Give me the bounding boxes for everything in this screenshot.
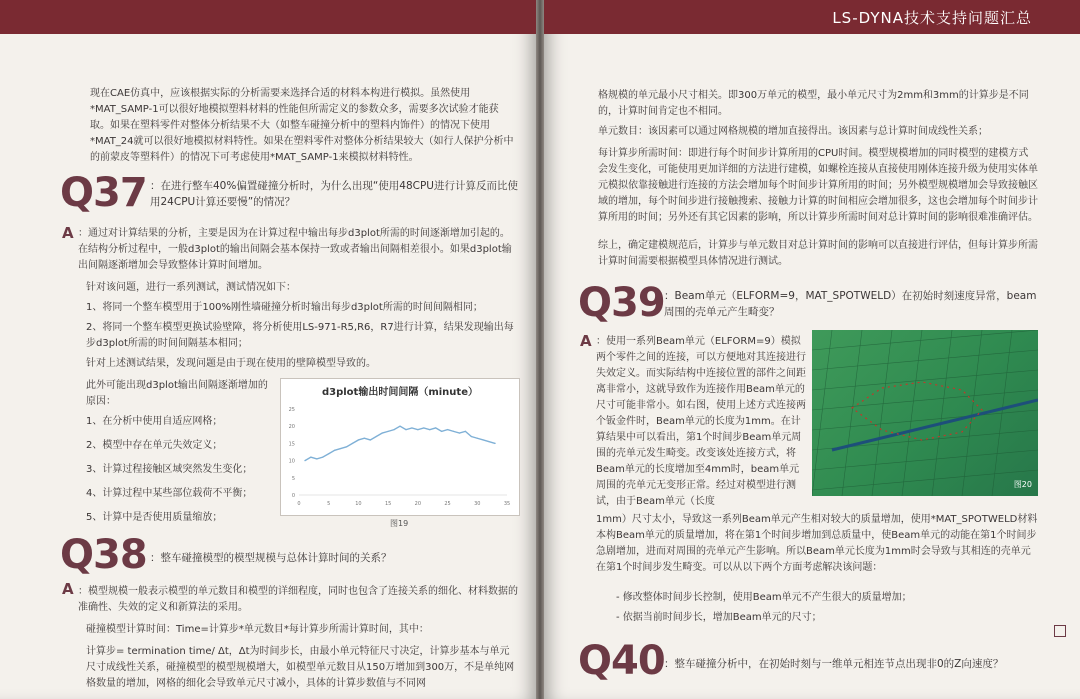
- q39-bullet-1: - 修改整体时间步长控制，使用Beam单元不产生很大的质量增加；: [616, 592, 912, 603]
- header-band: [544, 0, 1080, 34]
- q37-number: Q37: [60, 170, 147, 216]
- q38-formula: 碰撞模型计算时间：Time=计算步*单元数目*每计算步所需计算时间，其中：: [86, 624, 429, 635]
- q38-question: ：整车碰撞模型的模型规模与总体计算时间的关系？: [150, 552, 392, 564]
- left-page: [0, 0, 536, 699]
- x-tick-label: 5: [327, 501, 331, 507]
- q39-bullet-2: - 依据当前时间步长，增加Beam单元的尺寸；: [616, 612, 822, 623]
- y-tick-label: 0: [291, 493, 295, 499]
- data-point: [435, 427, 436, 428]
- list-item: 2、模型中存在单元失效定义；: [86, 440, 223, 451]
- x-tick-label: 0: [297, 501, 301, 507]
- series-line: [305, 426, 495, 460]
- data-point: [346, 446, 347, 447]
- q39-question: ：Beam单元（ELFORM=9，MAT_SPOTWELD）在初始时刻速度异常，beam周围的壳单元产生畸变？: [664, 290, 1037, 318]
- y-tick-label: 20: [288, 424, 295, 431]
- data-point: [489, 441, 490, 442]
- mesh-graphic: [812, 330, 1038, 496]
- line-chart: [281, 379, 519, 515]
- q39-number: Q39: [578, 280, 665, 326]
- data-point: [399, 426, 400, 427]
- r-paragraph-1: 格规模的单元最小尺寸相关。即300万单元的模型，最小单元尺寸为2mm和3mm的计算步是不同的，计算时间肯定也不相同。: [598, 90, 1029, 117]
- data-point: [370, 439, 371, 440]
- figure19-chart: [280, 378, 520, 516]
- q40-question: ：整车碰撞分析中，在初始时刻与一维单元相连节点出现非0的Z向速度？: [664, 658, 1004, 670]
- list-item: 4、计算过程中某些部位载荷不平衡；: [86, 488, 253, 499]
- data-point: [376, 436, 377, 437]
- chart-title: d3plot输出时间间隔（minute）: [321, 387, 479, 398]
- data-point: [304, 460, 305, 461]
- data-point: [477, 438, 478, 439]
- x-tick-label: 35: [503, 501, 511, 507]
- q38-answer-label: A: [62, 580, 74, 598]
- r-paragraph-2: 单元数目：该因素可以通过网格规模的增加直接得出。该因素与总计算时间成线性关系；: [598, 126, 988, 137]
- x-tick-label: 15: [384, 501, 392, 507]
- y-tick-label: 25: [288, 407, 295, 413]
- list-item: 3、计算过程接触区域突然发生变化；: [86, 464, 253, 475]
- q37-test-1: 1、将同一个整车模型用于100%刚性墙碰撞分析时输出每步d3plot所需的时间间隔相同；: [86, 302, 483, 313]
- q40-number: Q40: [578, 638, 665, 684]
- y-tick-label: 5: [291, 475, 295, 482]
- q37-test-2: 2、将同一个整车模型更换试验壁障，将分析使用LS-971-R5,R6，R7进行计算，结果发现输出每步d3plot所需的时间间隔基本相同；: [86, 322, 514, 349]
- figure20-image: [812, 330, 1038, 496]
- r-paragraph-3: 每计算步所需时间：即进行每个时间步计算所用的CPU时间。模型规模增加的同时模型的建模方式会发生变化，可能使用更加详细的方法进行建模，如螺栓连接从直接使用刚体连接升级为使用实体单元模拟依靠接触进行连接的方法会增加每个时间步计算所用的时间；另外模型规模增加会导致接触区域的增加，每个时间步进行接触搜索、接触力计算的时间相应会增加很多，这也会增加每个时间步计算所用的时间；另外还有其它因素的影响，所以计算步所需时间对总计算时间的影响很难准确评估。: [598, 148, 1038, 223]
- y-tick-label: 15: [288, 441, 295, 448]
- list-item: 5、计算中是否使用质量缩放；: [86, 512, 223, 523]
- x-tick-label: 30: [474, 501, 481, 507]
- data-point: [393, 429, 394, 430]
- right-page: [544, 0, 1080, 699]
- data-point: [388, 431, 389, 432]
- header-band: [0, 0, 536, 34]
- q37-question: ：在进行整车40%偏置碰撞分析时，为什么出现“使用48CPU进行计算反而比使用24CPU计算还要慢”的情况？: [150, 180, 518, 208]
- corner-mark: [1054, 625, 1066, 637]
- data-point: [364, 438, 365, 439]
- q37-answer-label: A: [62, 224, 74, 242]
- data-point: [465, 431, 466, 432]
- q38-number: Q38: [60, 532, 147, 578]
- q37-reasons-intro: 此外可能出现d3plot输出间隔逐渐增加的原因：: [86, 380, 268, 407]
- q38-answer: ：模型规模一般表示模型的单元数目和模型的详细程度，同时也包含了连接关系的细化、材料数据的准确性、失效的定义和新算法的采用。: [78, 586, 518, 613]
- data-point: [471, 436, 472, 437]
- x-tick-label: 25: [444, 501, 451, 507]
- q39-answer-continued: 1mm）尺寸太小，导致这一系列Beam单元产生相对较大的质量增加，使用*MAT_SPOTWELD材料本构Beam单元的质量增加，将在第1个时间步增加到总质量中，使Beam单元的动能在第1个时间步急剧增加，进而对周围的壳单元产生影响。所以Beam单元长度为1mm时会导致与其相连的壳单元在第1个时间步发生畸变。可以从以下两个方面考虑解决该问题：: [596, 514, 1038, 573]
- data-point: [316, 458, 317, 459]
- data-point: [322, 457, 323, 458]
- data-point: [411, 427, 412, 428]
- x-tick-label: 10: [355, 501, 362, 507]
- book-spine: [536, 0, 544, 699]
- data-point: [358, 439, 359, 440]
- q39-answer: ：使用一系列Beam单元（ELFORM=9）模拟两个零件之间的连接，可以方便地对其连接进行失效定义。而实际结构中连接位置的部件之间距离非常小，这就导致作为连接作用Beam单元的尺寸可能非常小。如右图，使用上述方式连接两个钣金件时，Beam单元的长度为1mm。在计算结果中可以看出，第1个时间步Beam单元周围的壳单元发生畸变。改变该处连接方式，将Beam单元的长度增加至4mm时，beam单元周围的壳单元无变形正常。经过对模型进行测试，由于Beam单元（长度: [596, 336, 806, 507]
- list-item: 1、在分析中使用自适应网格；: [86, 416, 223, 427]
- intro-paragraph: 现在CAE仿真中，应该根据实际的分析需要来选择合适的材料本构进行模拟。虽然使用*MAT_SAMP-1可以很好地模拟塑料材料的性能但所需定义的参数众多，需要多次试验才能获取。如果在塑料零件对整体分析结果不大（如整车碰撞分析中的塑料内饰件）的情况下使用*MAT_24就可以很好地模拟材料特性。如果在塑料零件对整体分析结果较大（如行人保护分析中的前蒙皮等塑料件）的情况下可考虑使用*MAT_SAMP-1来模拟材料特性。: [90, 88, 514, 163]
- data-point: [483, 439, 484, 440]
- q37-answer: ：通过对计算结果的分析，主要是因为在计算过程中输出每步d3plot所需的时间逐渐增加引起的。在结构分析过程中，一般d3plot的输出间隔会基本保持一致或者输出间隔相差很小。如果d3plot输出间隔逐渐增加会导致整体计算时间增加。: [78, 228, 512, 271]
- data-point: [495, 443, 496, 444]
- figure20-label: 图20: [1013, 480, 1032, 489]
- data-point: [334, 450, 335, 451]
- q37-test-intro: 针对该问题，进行一系列测试，测试情况如下：: [86, 282, 296, 293]
- x-tick-label: 20: [414, 501, 422, 507]
- r-paragraph-4: 综上，确定建模规范后，计算步与单元数目对总计算时间的影响可以直接进行评估，但每计算步所需计算时间需要根据模型具体情况进行测试。: [598, 240, 1038, 267]
- data-point: [459, 432, 460, 433]
- data-point: [429, 429, 430, 430]
- data-point: [382, 432, 383, 433]
- q37-conclusion: 针对上述测试结果，发现问题是由于现在使用的壁障模型导致的。: [86, 358, 376, 369]
- q38-step-explanation: 计算步= termination time/ Δt，Δt为时间步长，由最小单元特征尺寸决定，计算步基本与单元尺寸成线性关系，碰撞模型的模型规模增大，如模型单元数目从150万增加到300万，不是单纯网格数量的增加，网格的细化会导致单元尺寸减小，具体的计算步数值与不同网: [86, 646, 515, 689]
- data-point: [453, 431, 454, 432]
- q39-answer-label: A: [580, 332, 592, 350]
- q37-reasons-list: [86, 414, 276, 534]
- data-point: [405, 429, 406, 430]
- data-point: [328, 453, 329, 454]
- data-point: [352, 443, 353, 444]
- data-point: [441, 431, 442, 432]
- data-point: [417, 429, 418, 430]
- running-header-title: LS-DYNA技术支持问题汇总: [832, 9, 1032, 27]
- data-point: [340, 448, 341, 449]
- data-point: [447, 429, 448, 430]
- figure19-caption: 图19: [390, 519, 409, 528]
- data-point: [310, 457, 311, 458]
- y-tick-label: 10: [288, 458, 295, 465]
- data-point: [423, 427, 424, 428]
